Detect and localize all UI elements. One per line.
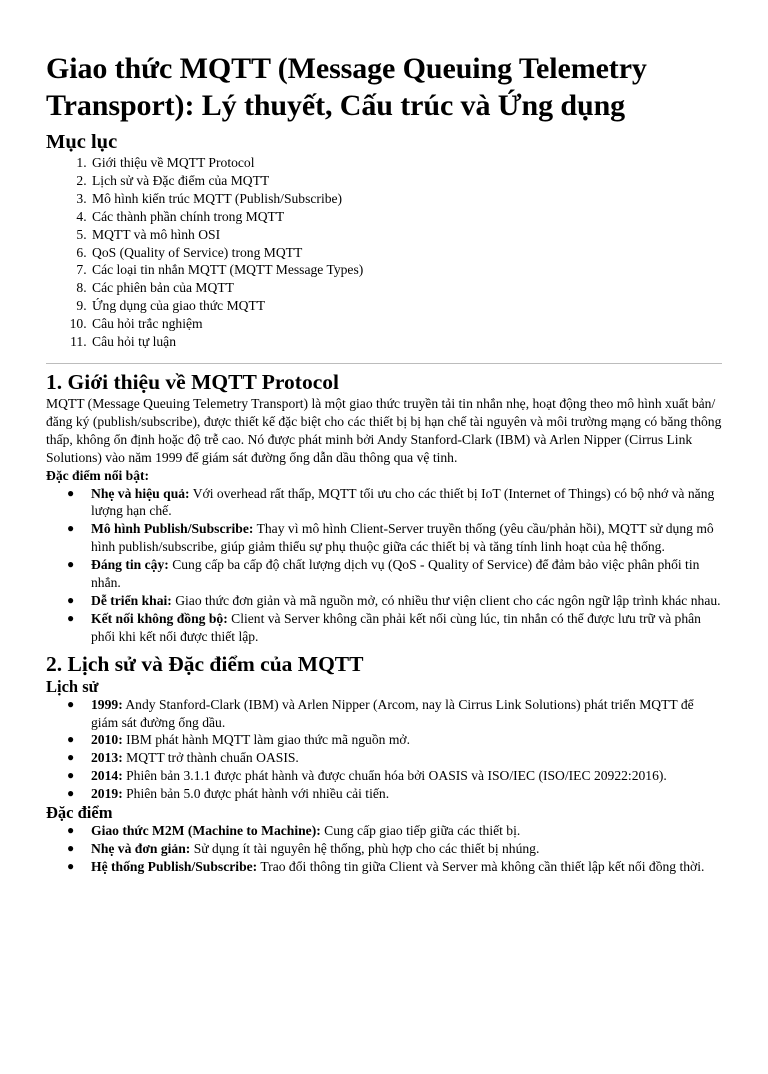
toc-item[interactable]: 6. QoS (Quality of Service) trong MQTT (90, 244, 722, 262)
toc-item[interactable]: 9. Ứng dụng của giao thức MQTT (90, 297, 722, 315)
list-item (67, 858, 722, 876)
item-label: 2014: (91, 768, 123, 784)
list-item (67, 592, 722, 610)
item-text: Cung cấp ba cấp độ chất lượng dịch vụ (QoS - Quality of Service) để đảm bảo việc phân phối tin nhắn. (91, 557, 700, 591)
item-label: 2019: (91, 786, 123, 802)
list-item (67, 749, 722, 767)
item-label: Kết nối không đồng bộ: (91, 610, 228, 626)
item-text: Với overhead rất thấp, MQTT tối ưu cho các thiết bị IoT (Internet of Things) có bộ nhớ và năng lượng hạn chế. (91, 485, 715, 519)
item-text: Sử dụng ít tài nguyên hệ thống, phù hợp cho các thiết bị nhúng. (190, 841, 540, 856)
list-item (67, 485, 722, 521)
item-label: Đáng tin cậy: (91, 557, 169, 573)
list-item (67, 822, 722, 840)
item-label: Mô hình Publish/Subscribe: (91, 521, 254, 537)
item-label: Nhẹ và đơn giản: (91, 841, 191, 856)
toc-item[interactable]: 4. Các thành phần chính trong MQTT (90, 208, 722, 226)
table-of-contents (46, 154, 722, 351)
intro-paragraph: MQTT (Message Queuing Telemetry Transport) là một giao thức truyền tải tin nhắn nhẹ, hoạt động theo mô hình xuất bản/đăng ký (publish/subscribe), được thiết kế đặc biệt cho các thiết bị bị hạn chế tài nguyên và môi trường mạng có băng thông thấp, không ổn định hoặc độ trễ cao. Nó được phát minh bởi Andy Stanford-Clark (IBM) và Arlen Nipper (Cirrus Link Solutions) vào năm 1999 để giám sát đường ống dẫn dầu thông qua vệ tinh. (46, 395, 722, 465)
history-heading: Lịch sử (46, 676, 99, 696)
bullet-icon: ● (67, 521, 75, 536)
list-item (67, 767, 722, 785)
list-item (67, 556, 722, 592)
item-text: Andy Stanford-Clark (IBM) và Arlen Nipper (Arcom, nay là Cirrus Link Solutions) phát triển MQTT để giám sát đường ống dầu. (91, 696, 694, 730)
toc-heading: Mục lục (46, 131, 118, 153)
item-label: Giao thức M2M (Machine to Machine): (91, 823, 321, 839)
list-item (67, 731, 722, 749)
item-text: MQTT trở thành chuẩn OASIS. (122, 750, 299, 766)
list-item (67, 520, 722, 556)
item-label: 1999: (91, 696, 123, 712)
item-label: Dễ triển khai: (91, 592, 172, 608)
bullet-icon: ● (67, 696, 75, 711)
item-label: Nhẹ và hiệu quả: (91, 485, 190, 501)
toc-item[interactable]: 7. Các loại tin nhắn MQTT (MQTT Message Types) (90, 261, 722, 279)
document-title: Giao thức MQTT (Message Queuing Telemetry Transport): Lý thuyết, Cấu trúc và Ứng dụng (46, 52, 647, 122)
item-text: Thay vì mô hình Client-Server truyền thống (yêu cầu/phản hồi), MQTT sử dụng mô hình publish/subscribe, giúp giảm thiểu sự phụ thuộc giữa các thiết bị và tăng tính linh hoạt của hệ thống. (91, 521, 714, 555)
item-label: Hệ thống Publish/Subscribe: (91, 858, 258, 874)
toc-item[interactable]: 1. Giới thiệu về MQTT Protocol (90, 154, 722, 172)
list-item (67, 785, 722, 803)
list-item (67, 840, 722, 858)
toc-item[interactable]: 5. MQTT và mô hình OSI (90, 226, 722, 244)
bullet-icon: ● (67, 592, 75, 607)
item-text: Cung cấp giao tiếp giữa các thiết bị. (320, 823, 521, 839)
toc-item[interactable]: 2. Lịch sử và Đặc điểm của MQTT (90, 172, 722, 190)
item-text: Trao đổi thông tin giữa Client và Server mà không cần thiết lập kết nối đồng thời. (257, 858, 705, 874)
features-list (46, 485, 722, 646)
item-text: Phiên bản 5.0 được phát hành với nhiều cải tiến. (122, 786, 390, 802)
section-heading: 1. Giới thiệu về MQTT Protocol (46, 369, 339, 394)
list-item (67, 610, 722, 646)
traits-heading: Đặc điểm (46, 803, 113, 823)
section-heading: 2. Lịch sử và Đặc điểm của MQTT (46, 651, 364, 676)
traits-list (46, 822, 722, 876)
item-text: Client và Server không cần phải kết nối cùng lúc, tin nhắn có thể được lưu trữ và phân phối khi kết nối được thiết lập. (91, 610, 701, 644)
bullet-icon: ● (67, 786, 75, 801)
bullet-icon: ● (67, 750, 75, 765)
item-label: 2010: (91, 732, 123, 748)
toc-item[interactable]: 11. Câu hỏi tự luận (90, 333, 722, 351)
bullet-icon: ● (67, 841, 75, 855)
bullet-icon: ● (67, 485, 75, 500)
features-heading: Đặc điểm nổi bật: (46, 467, 150, 483)
toc-item[interactable]: 8. Các phiên bản của MQTT (90, 279, 722, 297)
document-page (0, 50, 768, 876)
bullet-icon: ● (67, 557, 75, 572)
section-divider (46, 363, 722, 364)
toc-item[interactable]: 10. Câu hỏi trắc nghiệm (90, 315, 722, 333)
item-label: 2013: (91, 750, 123, 766)
history-list (46, 696, 722, 803)
toc-item[interactable]: 3. Mô hình kiến trúc MQTT (Publish/Subscribe) (90, 190, 722, 208)
list-item (67, 696, 722, 732)
bullet-icon: ● (67, 732, 75, 747)
bullet-icon: ● (67, 610, 75, 625)
item-text: Phiên bản 3.1.1 được phát hành và được chuẩn hóa bởi OASIS và ISO/IEC (ISO/IEC 20922:2016). (122, 768, 667, 784)
bullet-icon: ● (67, 858, 75, 873)
bullet-icon: ● (67, 823, 75, 838)
item-text: IBM phát hành MQTT làm giao thức mã nguồn mở. (122, 732, 410, 748)
item-text: Giao thức đơn giản và mã nguồn mở, có nhiều thư viện client cho các ngôn ngữ lập trình khác nhau. (171, 592, 721, 608)
bullet-icon: ● (67, 768, 75, 783)
